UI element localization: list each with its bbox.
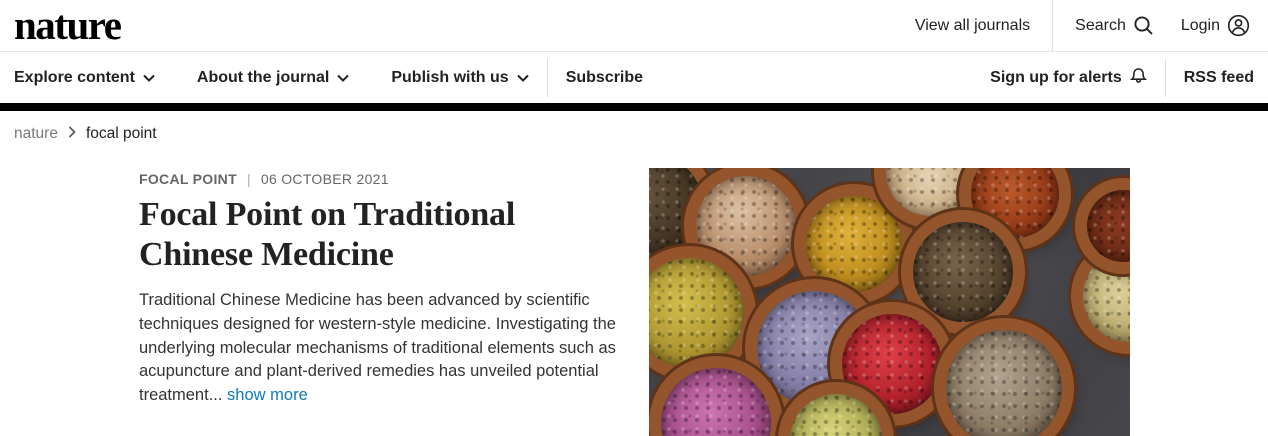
- bell-icon: [1130, 67, 1147, 90]
- nav-about-journal-label: About the journal: [196, 69, 330, 86]
- chevron-right-icon: [68, 125, 76, 143]
- excerpt-text: Traditional Chinese Medicine has been advanced by scientific techniques designed for western-style medicine. Investigating the underlying molecular mechanisms of traditional elements such as acupuncture and plant-derived remedies has unveiled potential treatment...: [139, 291, 616, 405]
- article-excerpt: [139, 289, 626, 408]
- bowl-tan-bark: [696, 176, 796, 276]
- alerts-label: Sign up for alerts: [990, 69, 1122, 86]
- nav-subscribe[interactable]: [566, 69, 643, 87]
- login-link[interactable]: [1177, 14, 1254, 37]
- article-kicker: FOCAL POINT: [139, 171, 237, 187]
- nav-explore-content-label: Explore content: [14, 69, 135, 86]
- view-all-journals-link[interactable]: [911, 17, 1034, 35]
- chevron-down-icon: [517, 69, 529, 87]
- kicker-separator: |: [246, 171, 251, 187]
- nav-right: [990, 59, 1254, 97]
- breadcrumb-focal-point: focal point: [85, 125, 157, 142]
- header-divider: [1052, 0, 1053, 52]
- bowl-rose-buds: [661, 368, 771, 436]
- kicker-row: [139, 171, 626, 187]
- rss-feed[interactable]: [1184, 69, 1254, 87]
- nav-about-journal[interactable]: [197, 69, 349, 87]
- bowl-cream-bark: [886, 168, 974, 216]
- nav-explore-content[interactable]: [14, 69, 155, 87]
- site-header: [0, 0, 1268, 52]
- breadcrumb-nature[interactable]: nature: [14, 125, 58, 142]
- nav-divider: [1165, 59, 1166, 97]
- chevron-down-icon: [337, 69, 349, 87]
- nav-publish-with-us[interactable]: [391, 69, 528, 87]
- nav-divider: [547, 59, 548, 97]
- hero-image: [649, 168, 1130, 436]
- bowl-yellow-green-slices: [649, 258, 744, 368]
- bowl-gray-leaves: [946, 330, 1062, 436]
- article-date: 06 OCTOBER 2021: [260, 171, 389, 187]
- sign-up-for-alerts[interactable]: [990, 67, 1147, 90]
- nav-subscribe-label: Subscribe: [565, 69, 644, 86]
- article: [139, 171, 626, 408]
- page-title: Focal Point on Traditional Chinese Medicine: [139, 196, 516, 273]
- bowl-rust-wood-edge: [1087, 190, 1130, 262]
- bowl-yellow-petals: [806, 196, 902, 292]
- bowl-dark-herbs: [649, 168, 703, 258]
- view-all-journals-label: View all journals: [914, 16, 1031, 34]
- bowl-pale-herbs-right: [1083, 250, 1130, 342]
- show-more-link[interactable]: show more: [227, 386, 308, 405]
- nature-logo[interactable]: nature: [14, 2, 121, 48]
- rss-feed-label: RSS feed: [1183, 69, 1254, 86]
- user-icon: [1227, 14, 1250, 37]
- search-label: Search: [1075, 16, 1126, 34]
- breadcrumb: [14, 125, 157, 143]
- search-icon: [1133, 15, 1155, 37]
- nav-publish-with-us-label: Publish with us: [391, 69, 509, 86]
- chevron-down-icon: [143, 69, 155, 87]
- login-label: Login: [1180, 16, 1220, 34]
- black-divider-bar: [0, 103, 1268, 111]
- journal-nav: [0, 53, 1268, 103]
- header-links: [911, 0, 1254, 51]
- bowl-twigs: [913, 222, 1013, 322]
- search-link[interactable]: [1071, 15, 1159, 37]
